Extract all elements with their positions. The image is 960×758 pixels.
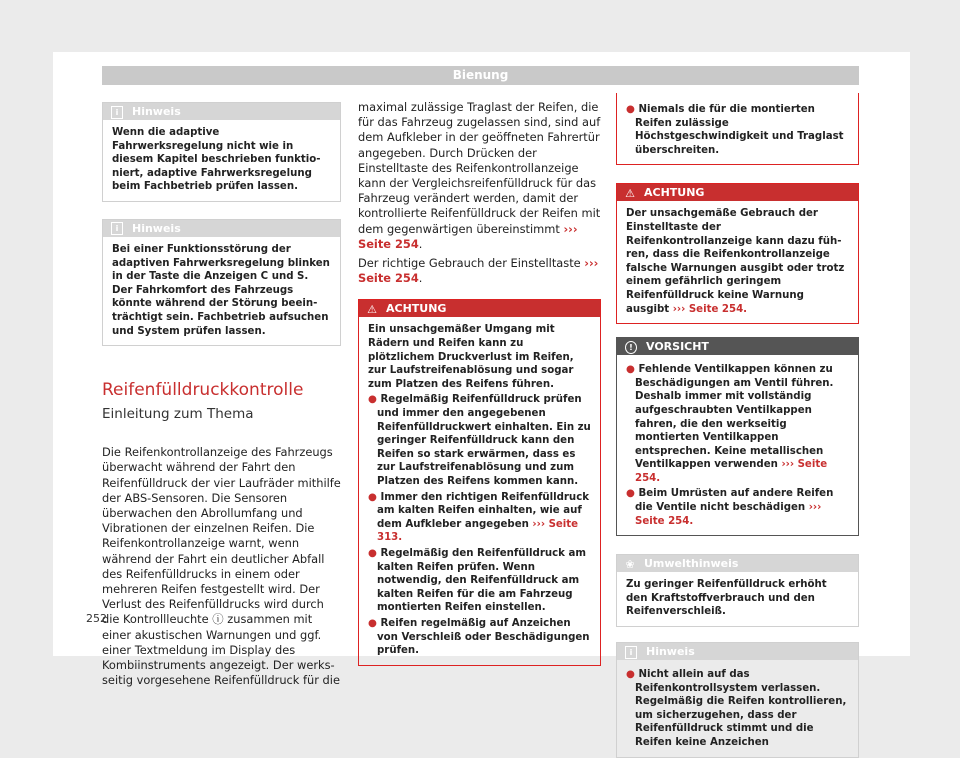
list-item: ● Regelmäßig den Reifenfülldruck am kalten Reifen prüfen. Wenn notwendig, den Reifenfülldruck am kalten Reifen für die am Fahrzeug montierten Reifen einstellen. <box>368 547 586 614</box>
env-text: Zu geringer Reifenfülldruck erhöht den Kraftstoffverbrauch und den Reifenverschleiß. <box>626 579 827 618</box>
list-item: ● Beim Umrüsten auf andere Reifen die Ventile nicht beschädigen ››› Seite 254. <box>626 488 834 527</box>
section-heading: Reifenfülldruckkontrolle <box>102 380 304 401</box>
paragraph-2: Der richtige Gebrauch der Einstelltaste ››› Seite 254. <box>358 256 599 286</box>
page-ref-link[interactable]: ››› Seite 254 <box>358 256 599 286</box>
note-box-3 <box>616 642 859 758</box>
page-ref-link[interactable]: ››› Seite 254 <box>358 221 578 251</box>
warning-box-2 <box>616 183 859 324</box>
list-item: ● Immer den richtigen Reifenfülldruck am kalten Reifen einhalten, wie auf dem Aufkleber angegeben ››› Seite 313. <box>368 491 590 544</box>
warning-triangle-icon: ⚠ <box>367 302 377 316</box>
list-item: ● Niemals die für die montierten Reifen zulässige Höchstgeschwindigkeit und Traglast überschreiten. <box>626 104 844 156</box>
env-label: Umwelthinweis <box>644 557 739 571</box>
warning-triangle-icon: ⚠ <box>625 186 635 200</box>
list-item: ● Regelmäßig Reifenfülldruck prüfen und immer den angegebenen Reifenfülldruckwert einhalten. Ein zu geringer Reifenfülldruck kann den Reifen so stark erwärmen, dass es zur Laufstreifenablösung und zum Platzen des Reifens kommen kann. <box>368 394 591 487</box>
note-label: Hinweis <box>132 105 181 118</box>
left-column <box>102 102 341 688</box>
intro-paragraph: Die Reifenkontrollanzeige des Fahrzeugs überwacht während der Fahrt den Reifenfülldruck der vier Laufräder mithilfe der ABS-Sensoren. Die Sensoren überwachen den Abrollumfang und Vibrationen der einzelnen Reifen. Die Reifenkontrollanzeige warnt, wenn während der Fahrt ein deutlicher Abfall des Reifenfülldrucks in einem oder mehreren Reifen festgestellt wird. Der Verlust des Reifenfülldrucks wird durch die Kontrollleuchte ⓘ zusammen mit einer akustischen Warnungen und ggf. einer Textmeldung im Display des Kombiinstruments angezeigt. Der werksseitig vorgesehene Reifenfülldruck für die <box>102 445 341 688</box>
page-number: 252 <box>86 612 107 625</box>
note-box-2 <box>102 219 341 346</box>
page-ref-link[interactable]: ››› Seite 254. <box>635 459 828 484</box>
note-text: Bei einer Funktionsstörung der adaptiven Fahrwerksregelung blinken in der Taste die Anzeigen C und S. Der Fahrkomfort des Fahrzeugs könnte während der Störung beeinträchtigt sein. Fachbetrieb aufsuchen und System prüfen lassen. <box>112 243 330 337</box>
caution-label: VORSICHT <box>646 340 709 354</box>
section-subheading: Einleitung zum Thema <box>102 406 254 423</box>
environment-box <box>616 554 859 627</box>
note-text: Wenn die adaptive Fahrwerksregelung nicht wie in diesem Kapitel beschrieben funktioniert, adaptive Fahrwerksregelung beim Fachbetrieb prüfen lassen. <box>112 127 321 193</box>
info-icon: i <box>111 222 123 235</box>
right-column <box>616 93 859 758</box>
warning-label: ACHTUNG <box>644 186 705 200</box>
note-box-1 <box>102 102 341 202</box>
info-icon: i <box>625 646 637 659</box>
list-item: ● Nicht allein auf das Reifenkontrollsystem verlassen. Regelmäßig die Reifen kontrollieren, um sicherzugehen, dass der Reifenfülldruck stimmt und die Reifen keine Anzeichen <box>626 669 847 748</box>
exclamation-icon: ! <box>625 341 637 354</box>
note-label: Hinweis <box>132 221 181 235</box>
warning-box-continued <box>616 93 859 165</box>
section-header: Bienung <box>102 66 859 85</box>
warning-box <box>358 299 601 665</box>
page-ref-link[interactable]: ››› Seite 254. <box>672 303 748 315</box>
info-icon: i <box>111 106 123 119</box>
list-item: ● Reifen regelmäßig auf Anzeichen von Verschleiß oder Beschädigungen prüfen. <box>368 617 590 657</box>
warning-text: Der unsachgemäße Gebrauch der Einstelltaste der Reifenkontrollanzeige kann dazu führen, dass die Reifenkontrollanzeige falsche Warnungen ausgibt oder trotz einem gefährlich geringem Reifenfülldruck keine Warnung ausgibt <box>626 208 845 315</box>
warning-label: ACHTUNG <box>386 302 447 316</box>
warning-intro: Ein unsachgemäßer Umgang mit Rädern und Reifen kann zu plötzlichem Druckverlust im Reifen, zur Laufstreifenablösung und sogar zum Platzen des Reifens führen. <box>368 324 574 390</box>
page-ref-link[interactable]: ››› Seite 313. <box>377 518 579 544</box>
note-label: Hinweis <box>646 645 695 659</box>
page-ref-link[interactable]: ››› Seite 254. <box>635 502 822 527</box>
list-item: ● Fehlende Ventilkappen können zu Beschädigungen am Ventil führen. Deshalb immer mit vollständig aufgeschraubten Ventilkappen fahren, die den werkseitig montierten Ventilkappen entsprechen. Keine metallischen Ventilkappen verwenden ››› Seite 254. <box>626 364 834 484</box>
paragraph-1: maximal zulässige Traglast der Reifen, die für das Fahrzeug zugelassen sind, sind auf dem Aufkleber in der geöffneten Fahrertür angegeben. Durch Drücken der Einstelltaste des Reifenkontrollanzeige kann der Vergleichsreifenfülldruck für das Fahrzeug verändert werden, damit der kontrollierte Reifenfülldruck der Reifen mit dem gegenwärtigen übereinstimmt ››› Seite 254. <box>358 100 601 251</box>
caution-box <box>616 337 859 536</box>
leaf-icon: ❀ <box>625 557 635 571</box>
middle-column <box>358 100 601 666</box>
